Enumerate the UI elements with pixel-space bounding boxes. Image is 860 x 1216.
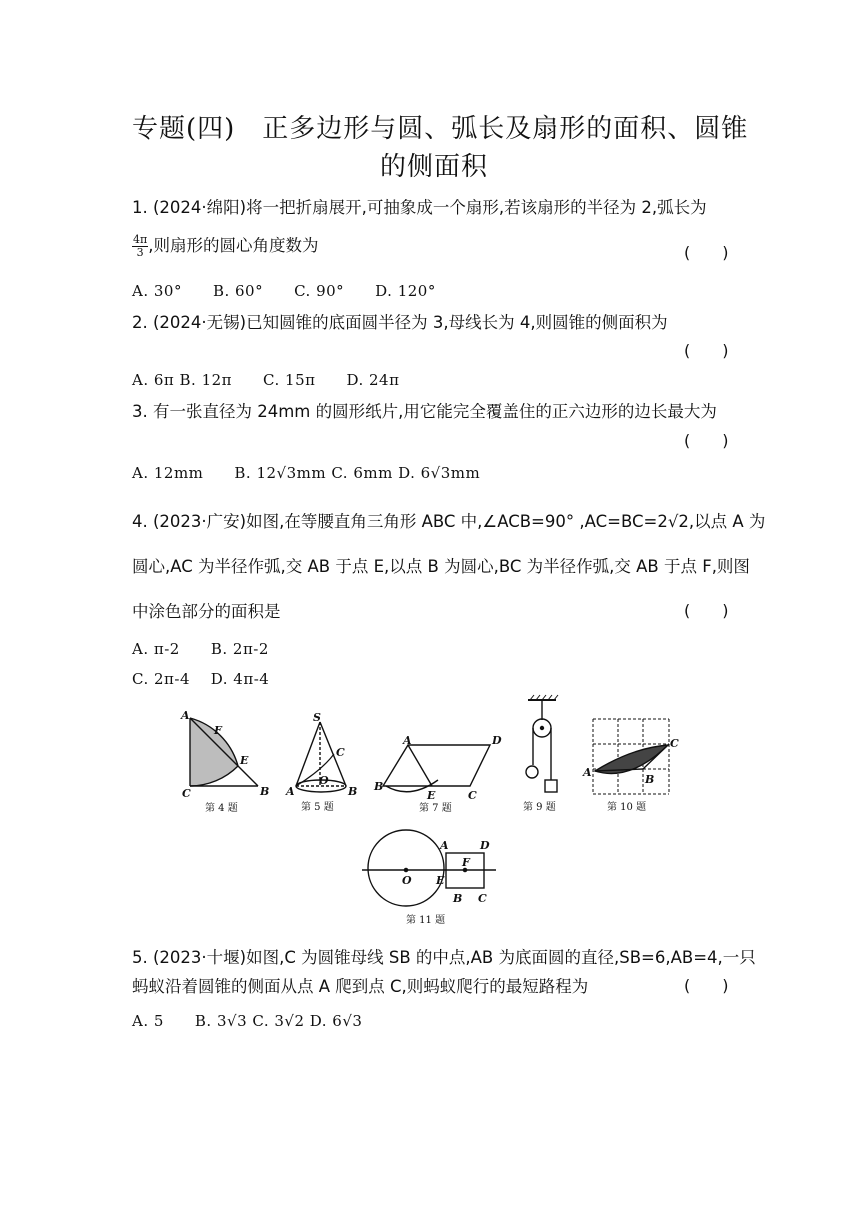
figure-11: [362, 830, 496, 906]
figure-10: [593, 719, 669, 794]
fig7-label: E: [427, 789, 436, 802]
fig4-label: C: [182, 787, 191, 800]
page-title-line2: 的侧面积: [380, 152, 489, 182]
fig11-label: E: [436, 874, 445, 887]
figure-4: [190, 718, 258, 786]
question-1-options: A. 30° B. 60° C. 90° D. 120°: [132, 282, 436, 300]
fig4-label: F: [214, 724, 222, 737]
fig7-label: D: [492, 734, 502, 747]
question-5-options: A. 5 B. 3√3 C. 3√2 D. 6√3: [132, 1012, 363, 1030]
figures-panel: [0, 690, 860, 935]
fig7-label: B: [374, 780, 384, 793]
page-title: 专题(四) 正多边形与圆、弧长及扇形的面积、圆锥: [132, 114, 749, 144]
figure-caption: 第 4 题: [205, 803, 238, 814]
fig11-label: F: [462, 856, 470, 869]
fig4-label: A: [181, 709, 190, 722]
question-4-options-row1: A. π-2 B. 2π-2: [132, 640, 269, 658]
figure-9: [526, 695, 558, 792]
fig11-label: D: [480, 839, 490, 852]
question-3-options: A. 12mm B. 12√3mm C. 6mm D. 6√3mm: [132, 464, 481, 482]
answer-bracket-3: ( ): [684, 431, 729, 450]
question-4-options-row2: C. 2π-4 D. 4π-4: [132, 670, 270, 688]
figure-caption: 第 7 题: [419, 803, 452, 814]
figure-caption: 第 9 题: [523, 802, 556, 813]
fig5-label: C: [336, 746, 345, 759]
question-4-stem-line3: 中涂色部分的面积是: [132, 602, 281, 621]
answer-bracket-1: ( ): [684, 243, 729, 262]
fig10-label: B: [645, 773, 655, 786]
question-3-stem: 3. 有一张直径为 24mm 的圆形纸片,用它能完全覆盖住的正六边形的边长最大为: [132, 402, 717, 421]
question-1-stem-line2: $\frac{4\pi}{3}$ ,则扇形的圆心角度数为: [133, 233, 319, 259]
figure-caption: 第 5 题: [301, 802, 334, 813]
fig5-label: O: [319, 774, 329, 787]
question-4-stem: 4. (2023·广安)如图,在等腰直角三角形 ABC 中,∠ACB=90° ,AC=BC=2√2,以点 A 为: [132, 512, 766, 531]
question-5-stem-line2: 蚂蚁沿着圆锥的侧面从点 A 爬到点 C,则蚂蚁爬行的最短路程为: [132, 977, 589, 996]
fig11-label: O: [402, 874, 412, 887]
fig10-label: C: [670, 737, 679, 750]
fig7-label: A: [403, 734, 412, 747]
figure-caption: 第 10 题: [607, 802, 647, 813]
fig11-label: B: [453, 892, 463, 905]
answer-bracket-2: ( ): [684, 341, 729, 360]
fig4-label: B: [260, 785, 270, 798]
fig5-label: S: [313, 711, 321, 724]
answer-bracket-5: ( ): [684, 976, 729, 995]
question-2-stem: 2. (2024·无锡)已知圆锥的底面圆半径为 3,母线长为 4,则圆锥的侧面积为: [132, 313, 668, 332]
figure-caption: 第 11 题: [406, 915, 446, 926]
fig11-label: A: [440, 839, 449, 852]
fraction: $\frac{4\pi}{3}$: [133, 233, 148, 259]
question-5-stem: 5. (2023·十堰)如图,C 为圆锥母线 SB 的中点,AB 为底面圆的直径,SB=6,AB=4,一只: [132, 948, 756, 967]
fig10-label: A: [583, 766, 592, 779]
fig7-label: C: [468, 789, 477, 802]
figure-7: [383, 745, 490, 792]
fig11-label: C: [478, 892, 487, 905]
question-4-stem-line2: 圆心,AC 为半径作弧,交 AB 于点 E,以点 B 为圆心,BC 为半径作弧,交 AB 于点 F,则图: [132, 557, 750, 576]
question-2-options: A. 6π B. 12π C. 15π D. 24π: [132, 371, 400, 389]
fig5-label: B: [348, 785, 358, 798]
answer-bracket-4: ( ): [684, 601, 729, 620]
fig5-label: A: [286, 785, 295, 798]
fig4-label: E: [240, 754, 249, 767]
question-1-stem: 1. (2024·绵阳)将一把折扇展开,可抽象成一个扇形,若该扇形的半径为 2,弧长为: [132, 198, 707, 217]
